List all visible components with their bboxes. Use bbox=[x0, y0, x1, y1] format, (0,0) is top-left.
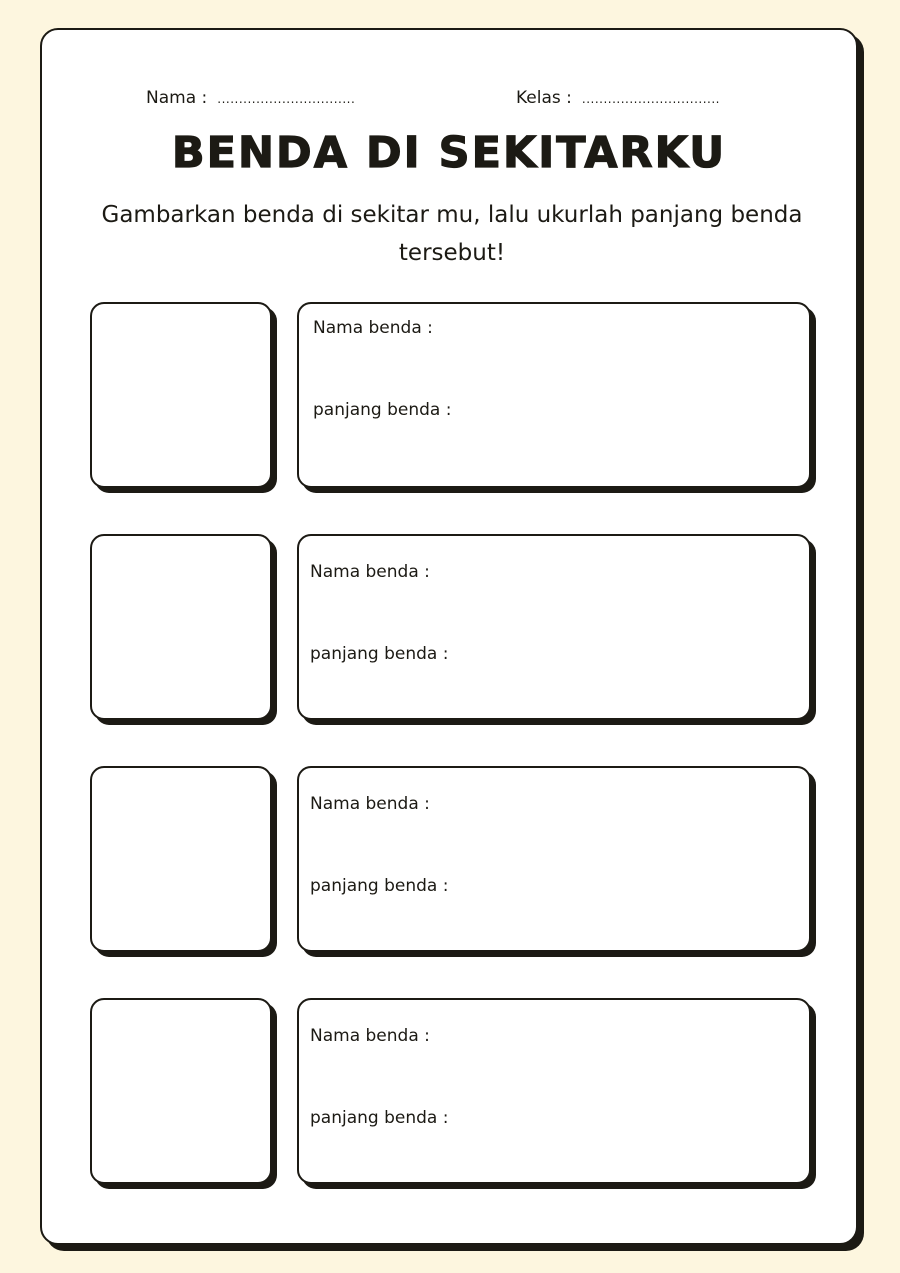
student-info-row bbox=[42, 88, 856, 112]
worksheet-sheet bbox=[40, 28, 858, 1245]
object-length-label: panjang benda : bbox=[310, 1108, 449, 1128]
object-name-label: Nama benda : bbox=[310, 562, 430, 582]
kelas-label: Kelas : bbox=[516, 88, 572, 108]
drawing-box-4[interactable] bbox=[90, 998, 272, 1184]
object-length-label: panjang benda : bbox=[310, 644, 449, 664]
worksheet-title: BENDA DI SEKITARKU bbox=[171, 128, 727, 178]
worksheet-instruction: Gambarkan benda di sekitar mu, lalu ukurlah panjang benda tersebut! bbox=[101, 202, 803, 266]
object-name-label: Nama benda : bbox=[310, 1026, 430, 1046]
nama-input-line[interactable]: ................................ bbox=[217, 92, 356, 106]
info-box-1 bbox=[297, 302, 811, 488]
drawing-box-3[interactable] bbox=[90, 766, 272, 952]
nama-field bbox=[146, 88, 355, 108]
kelas-field bbox=[516, 88, 720, 108]
object-name-label: Nama benda : bbox=[313, 318, 433, 338]
object-name-label: Nama benda : bbox=[310, 794, 430, 814]
drawing-box-2[interactable] bbox=[90, 534, 272, 720]
info-box-2 bbox=[297, 534, 811, 720]
object-length-label: panjang benda : bbox=[313, 400, 452, 420]
nama-label: Nama : bbox=[146, 88, 208, 108]
kelas-input-line[interactable]: ................................ bbox=[581, 92, 720, 106]
object-length-label: panjang benda : bbox=[310, 876, 449, 896]
info-box-4 bbox=[297, 998, 811, 1184]
drawing-box-1[interactable] bbox=[90, 302, 272, 488]
info-box-3 bbox=[297, 766, 811, 952]
